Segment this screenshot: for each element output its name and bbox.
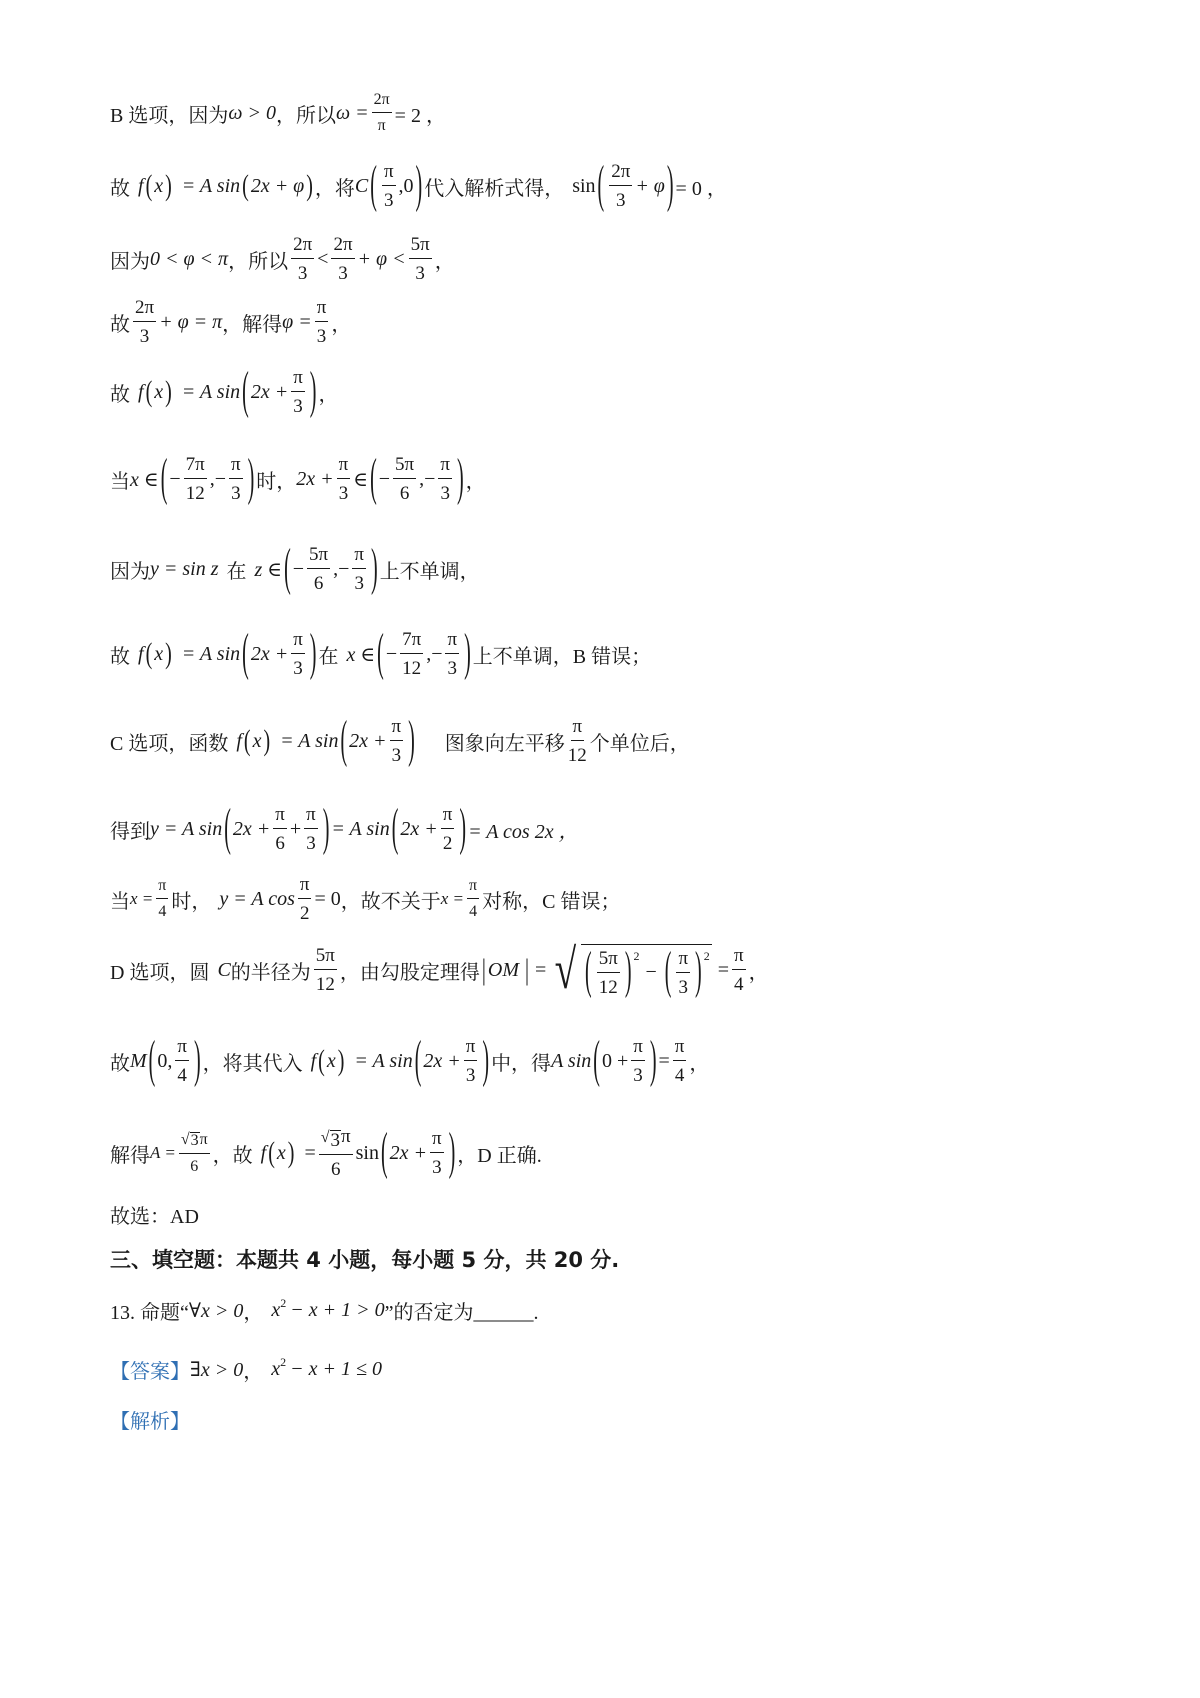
text: ，所以 — [275, 104, 336, 127]
text: 故 — [110, 1052, 130, 1075]
denominator: 6 — [313, 573, 324, 594]
denominator: 3 — [306, 833, 316, 854]
section-heading — [110, 1244, 619, 1274]
fraction — [156, 878, 168, 920]
analysis-line — [110, 1405, 190, 1434]
math: ,− — [333, 557, 350, 580]
numerator: π — [732, 946, 746, 970]
fraction — [438, 455, 452, 503]
numerator: π — [445, 630, 459, 654]
math: f — [310, 1049, 317, 1072]
math: x ∈ — [130, 468, 159, 491]
line-b-wrong: 故 f ( x ) = A sin ( 2x + $\frac{\pi}{3}$ ) 在 x ∈ ( − $\frac{7\pi}{12}$ ,− $\frac{\pi}{3}$ ) 上不单调，B 错误； — [110, 624, 652, 682]
numerator: π — [337, 455, 351, 479]
numerator: 2π — [291, 235, 314, 259]
denominator: 6 — [190, 1157, 199, 1175]
text: 因为 — [110, 250, 150, 273]
numerator: 5π — [597, 949, 620, 973]
exponent: 2 — [703, 948, 710, 963]
text: ，故不关于 — [340, 890, 441, 913]
math: M — [130, 1049, 147, 1072]
numerator: π — [199, 1130, 208, 1148]
text: 解得 — [110, 1144, 150, 1167]
math: 0, — [157, 1049, 173, 1072]
math: x — [252, 729, 262, 752]
fraction: √ 3 π 6 — [320, 1126, 351, 1180]
fraction — [314, 946, 337, 994]
math: x — [271, 1358, 281, 1380]
math: ,0 — [398, 174, 414, 197]
math: = — [304, 1141, 316, 1164]
denominator: 3 — [293, 658, 303, 679]
fraction — [184, 455, 207, 503]
denominator: 4 — [158, 903, 167, 920]
math: x = — [130, 889, 154, 908]
text: 故 — [110, 313, 130, 336]
math: A = — [150, 1143, 176, 1162]
answer-line — [110, 1355, 382, 1384]
line-point-m: 故 M ( 0, $\frac{\pi}{4}$ ) ，将其代入 f ( x ) = A sin ( 2x + $\frac{\pi}{3}$ ) 中，得 A sin ( 0 + $\frac{\pi}{3}$ ) = $\frac{\pi}{4}$ ， — [110, 1031, 710, 1089]
math: ， — [748, 961, 769, 984]
denominator: 3 — [415, 263, 425, 284]
numerator: π — [382, 162, 396, 186]
denominator: 3 — [383, 190, 394, 211]
math: + φ = π — [159, 310, 223, 333]
math: = A sin — [181, 174, 241, 197]
text: 个单位后， — [589, 732, 690, 755]
math: ， — [689, 1052, 710, 1075]
numerator: 5π — [393, 455, 416, 479]
text: 当 — [110, 890, 130, 913]
fraction — [393, 455, 416, 503]
denominator: 3 — [391, 745, 402, 766]
math: ,− — [426, 642, 443, 665]
text: 在 — [226, 560, 247, 583]
denominator: 3 — [297, 263, 308, 284]
line-c-wrong — [110, 875, 620, 923]
text: ，将其代入 — [202, 1052, 303, 1075]
text: ，所以 — [228, 250, 289, 273]
text: 因为 — [110, 560, 150, 583]
math: y = A cos — [219, 887, 295, 910]
math: < — [317, 247, 329, 270]
math: z ∈ — [254, 558, 283, 581]
math: = A sin — [331, 817, 390, 840]
math: = A sin — [181, 380, 241, 403]
numerator: π — [438, 455, 452, 479]
line-b-option — [110, 92, 446, 134]
math: = — [658, 1049, 670, 1072]
text: B 选项，因为 — [110, 104, 229, 127]
fraction — [568, 717, 587, 765]
numerator: π — [291, 368, 305, 392]
denominator: 4 — [674, 1065, 685, 1086]
denominator: 2 — [442, 833, 453, 854]
denominator: 4 — [177, 1065, 187, 1086]
math: x — [154, 174, 164, 197]
line-phi-range — [110, 235, 455, 283]
fraction — [467, 878, 479, 920]
numerator: π — [315, 298, 329, 322]
line-x-interval: 当 x ∈ ( − $\frac{7\pi}{12}$ ,− $\frac{\pi}{3}$ ) 时， 2x + $\frac{\pi}{3}$ ∈ ( − $\frac{5\pi}{6}$ ,− $\frac{\pi}{3}$ ) ， — [110, 449, 486, 507]
math: x — [154, 642, 164, 665]
fraction — [291, 368, 305, 416]
fraction — [304, 805, 318, 853]
fraction — [390, 717, 404, 765]
fraction — [331, 235, 354, 283]
numerator: π — [229, 455, 243, 479]
numerator: 5π — [314, 946, 337, 970]
math: f — [138, 380, 144, 403]
math: f — [260, 1141, 267, 1164]
math: x — [271, 1299, 281, 1321]
math: ω > 0 — [228, 101, 276, 124]
math: 2x + — [296, 467, 334, 490]
fraction — [291, 630, 305, 678]
text: 时， — [256, 470, 297, 493]
fraction — [307, 545, 330, 593]
numerator: 2π — [331, 235, 354, 259]
denominator: π — [377, 117, 386, 134]
line-shifted-function: 得到 y = A sin ( 2x + $\frac{\pi}{6}$ + $\frac{\pi}{3}$ ) = A sin ( 2x + $\frac{\pi}{2}$ ) = A cos 2x ， — [110, 799, 579, 857]
denominator: 3 — [338, 263, 348, 284]
math: f — [236, 729, 242, 752]
denominator: 3 — [231, 483, 241, 504]
math: x ∈ — [346, 643, 376, 666]
math: 2x + — [250, 642, 289, 665]
fraction — [175, 1037, 189, 1085]
numerator: π — [304, 805, 318, 829]
text: ，故 — [212, 1144, 253, 1167]
radicand: 3 — [330, 1130, 341, 1151]
fraction: √ 3 π 6 — [180, 1130, 208, 1175]
fraction — [430, 1129, 444, 1177]
math: = A sin — [354, 1049, 413, 1072]
fraction — [464, 1037, 478, 1085]
fraction — [631, 1037, 645, 1085]
text: 中，得 — [491, 1052, 552, 1075]
fraction — [372, 92, 392, 134]
denominator: 12 — [315, 974, 335, 995]
text: 故 — [110, 177, 130, 200]
math: − x + 1 > 0 — [290, 1299, 385, 1321]
line-d-option: D 选项，圆 C 的半径为 $\frac{5\pi}{12}$ ，由勾股定理得 | OM | = √ ( $\frac{5\pi}{12}$ ) $^2$ − ( $\frac{\pi}{3}$ ) $^2$ = $\frac{\pi}{4}$ ， — [110, 939, 769, 1001]
numerator: π — [352, 545, 366, 569]
math: = — [717, 958, 729, 981]
denominator: 4 — [469, 903, 478, 920]
text: 上不单调，B 错误； — [472, 645, 652, 668]
math: 2x + — [232, 817, 271, 840]
math: − — [645, 961, 657, 983]
math: = A sin — [280, 729, 339, 752]
math: = A cos 2x ， — [468, 820, 579, 843]
text: ，由勾股定理得 — [339, 961, 480, 984]
math: 0 < φ < π — [150, 247, 229, 270]
text: C 选项，函数 — [110, 732, 229, 755]
numerator: π — [291, 630, 305, 654]
math: 0 + — [601, 1049, 629, 1072]
text: 当 — [110, 470, 130, 493]
denominator: 3 — [354, 573, 364, 594]
math: sin — [355, 1141, 379, 1164]
math: − — [292, 557, 305, 580]
math: C — [354, 174, 369, 197]
denominator: 2 — [299, 903, 310, 924]
denominator: 6 — [330, 1159, 341, 1180]
fraction — [732, 946, 746, 994]
math: 2x + — [400, 817, 438, 840]
math: ,− — [209, 467, 227, 490]
math: x = — [440, 889, 465, 908]
line-f-expression: 故 f ( x ) = A sin ( 2x + $\frac{\pi}{3}$ ) ， — [110, 362, 339, 420]
math: OM — [487, 958, 520, 981]
math: ∀x > 0 — [188, 1300, 244, 1322]
math: sin — [572, 174, 596, 197]
math: + — [289, 817, 302, 840]
text: ， — [243, 1361, 264, 1383]
analysis-label: 【解析】 — [110, 1411, 190, 1433]
numerator: π — [156, 878, 168, 899]
fraction — [133, 298, 156, 346]
numerator: π — [571, 717, 585, 741]
numerator: 5π — [409, 235, 432, 259]
math: x — [276, 1141, 286, 1164]
fraction — [352, 545, 366, 593]
text: ，D 正确. — [457, 1144, 542, 1167]
math: = 2 ， — [394, 104, 446, 127]
math: f — [138, 642, 144, 665]
text: ”的否定为______. — [384, 1302, 539, 1324]
text: 在 — [318, 645, 339, 668]
fraction — [409, 235, 432, 283]
denominator: 6 — [399, 483, 410, 504]
line-solve-phi — [110, 298, 351, 346]
line-d-correct: 解得 A = √ 3 π 6 ，故 f ( x ) = √ 3 π 6 sin ( 2x + $\frac{\pi}{3}$ ) ，D 正确. — [110, 1123, 542, 1181]
denominator: 3 — [139, 326, 150, 347]
numerator: π — [467, 878, 479, 899]
denominator: 3 — [316, 326, 327, 347]
math: ∃x > 0 — [190, 1359, 244, 1381]
math: ， — [465, 470, 486, 493]
fraction — [291, 235, 314, 283]
fraction — [676, 949, 690, 997]
numerator: π — [341, 1126, 351, 1147]
math: 2x + — [389, 1141, 428, 1164]
line-c-option: C 选项，函数 f ( x ) = A sin ( 2x + $\frac{\pi}{3}$ ) 图象向左平移 $\frac{\pi}{12}$ 个单位后， — [110, 711, 690, 769]
fraction — [441, 805, 455, 853]
denominator: 3 — [432, 1157, 442, 1178]
math: ∈ — [353, 468, 369, 491]
math: x — [326, 1049, 336, 1072]
math: 2x + — [423, 1049, 461, 1072]
numerator: π — [430, 1129, 444, 1153]
math: + φ < — [357, 247, 406, 270]
denominator: 12 — [402, 658, 422, 679]
math: 2x + φ — [250, 174, 305, 197]
question-13 — [110, 1296, 539, 1325]
denominator: 4 — [734, 974, 744, 995]
numerator: π — [631, 1037, 645, 1061]
math: C — [217, 958, 231, 981]
denominator: 12 — [185, 483, 205, 504]
text: 故 — [110, 383, 130, 406]
text: ，解得 — [222, 313, 283, 336]
text: 故选：AD — [110, 1206, 199, 1228]
line-final-choice — [110, 1200, 199, 1229]
math: − — [385, 642, 398, 665]
math: ， — [434, 250, 455, 273]
math: − — [378, 467, 391, 490]
text: D 选项，圆 — [110, 961, 210, 984]
math: ,− — [419, 467, 436, 490]
text: 代入解析式得， — [424, 177, 565, 200]
denominator: 3 — [465, 1065, 476, 1086]
numerator: π — [390, 717, 404, 741]
numerator: π — [441, 805, 455, 829]
fraction — [400, 630, 423, 678]
fraction — [298, 875, 312, 923]
fraction — [609, 162, 632, 210]
text: ， — [243, 1302, 264, 1324]
numerator: 7π — [400, 630, 423, 654]
denominator: 12 — [598, 976, 618, 998]
fraction — [229, 455, 243, 503]
exponent: 2 — [280, 1296, 287, 1310]
text: 13. 命题“ — [110, 1302, 189, 1324]
math: y = sin z — [150, 557, 219, 580]
line-sin-not-monotone: 因为 y = sin z 在 z ∈ ( − $\frac{5\pi}{6}$ ,− $\frac{\pi}{3}$ ) 上不单调， — [110, 539, 480, 597]
fraction — [597, 949, 620, 997]
math: f — [138, 174, 144, 197]
numerator: 7π — [184, 455, 207, 479]
math: A sin — [551, 1049, 592, 1072]
heading-text: 三、填空题：本题共 4 小题，每小题 5 分，共 20 分. — [110, 1248, 620, 1272]
numerator: π — [676, 949, 690, 973]
math: φ = — [282, 310, 312, 333]
numerator: π — [464, 1037, 478, 1061]
text: ，将 — [314, 177, 355, 200]
math: 2x + — [250, 380, 289, 403]
math: = 0 — [314, 887, 341, 910]
numerator: 2π — [609, 162, 632, 186]
math: ， — [331, 313, 352, 336]
answer-label: 【答案】 — [110, 1361, 190, 1383]
math: y = A sin — [150, 817, 223, 840]
math: ω = — [335, 101, 369, 124]
numerator: 2π — [372, 92, 392, 113]
denominator: 12 — [567, 745, 587, 766]
exponent: 2 — [280, 1355, 287, 1369]
numerator: π — [298, 875, 312, 899]
exponent: 2 — [633, 948, 640, 963]
numerator: 5π — [307, 545, 330, 569]
text: 的半径为 — [230, 961, 311, 984]
denominator: 3 — [338, 483, 349, 504]
text: 图象向左平移 — [444, 732, 565, 755]
numerator: π — [673, 1037, 687, 1061]
denominator: 3 — [633, 1065, 643, 1086]
square-root: √ ( $\frac{5\pi}{12}$ ) $^2$ − ( $\frac{\pi}{3}$ ) $^2$ — [554, 939, 710, 1001]
fraction — [445, 630, 459, 678]
denominator: 6 — [275, 833, 285, 854]
fraction — [673, 1037, 687, 1085]
denominator: 3 — [616, 190, 626, 211]
fraction — [337, 455, 351, 503]
denominator: 3 — [293, 396, 303, 417]
denominator: 3 — [447, 658, 458, 679]
text: 上不单调， — [379, 560, 480, 583]
math: = 0 ， — [675, 177, 727, 200]
denominator: 3 — [678, 976, 688, 998]
text: 故 — [110, 645, 130, 668]
numerator: π — [273, 805, 287, 829]
fraction — [315, 298, 329, 346]
text: 得到 — [110, 820, 150, 843]
math: + φ — [635, 174, 665, 197]
math: ， — [318, 383, 339, 406]
numerator: π — [175, 1037, 189, 1061]
math: = A sin — [181, 642, 241, 665]
line-substitute-c: 故 f ( x ) = A sin ( 2x + φ ) ，将 C ( $\frac{\pi}{3}$ ,0 ) 代入解析式得， sin ( $\frac{2\pi}{3}$ + φ ) = 0 ， — [110, 156, 727, 214]
math: 2x + — [349, 729, 387, 752]
math: − x + 1 ≤ 0 — [290, 1358, 382, 1380]
text: 时， — [171, 890, 212, 913]
denominator: 3 — [440, 483, 450, 504]
math: x — [154, 380, 164, 403]
fraction — [273, 805, 287, 853]
math: − — [169, 467, 181, 490]
radicand: 3 — [190, 1131, 199, 1149]
text: 对称，C 错误； — [482, 890, 621, 913]
numerator: 2π — [133, 298, 156, 322]
fraction — [382, 162, 396, 210]
